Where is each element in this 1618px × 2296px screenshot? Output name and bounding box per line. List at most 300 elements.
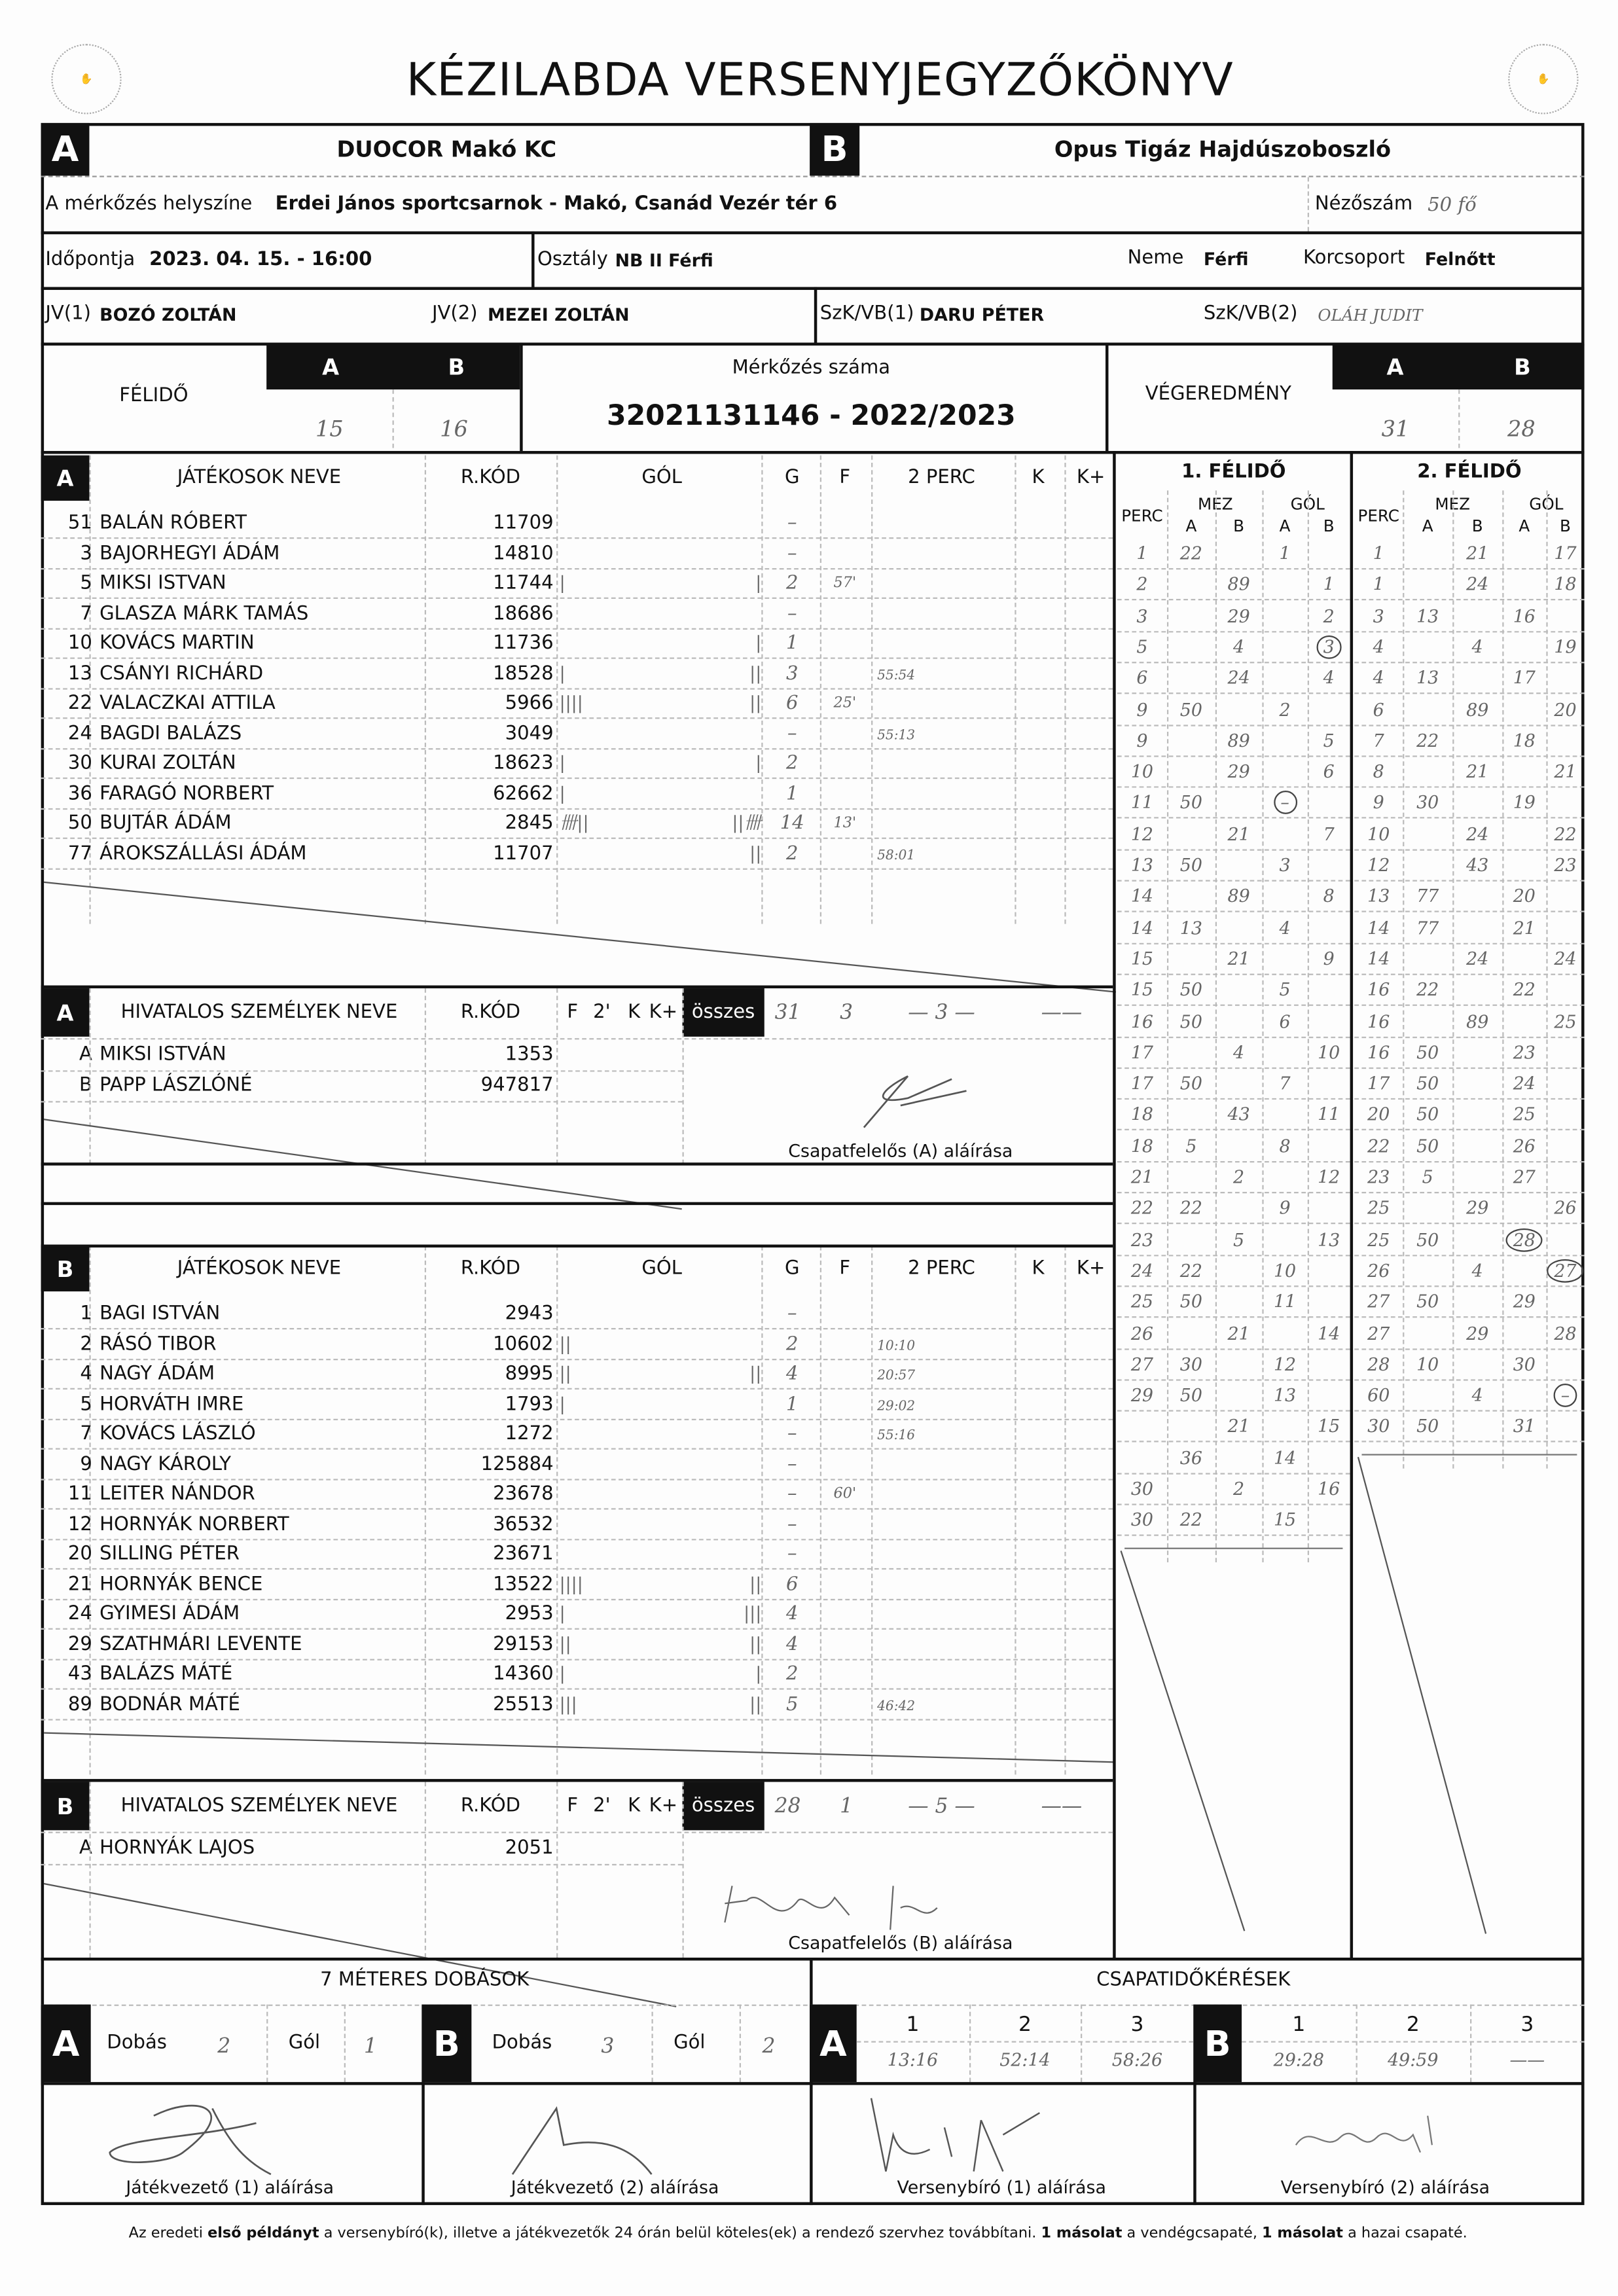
grid-line [1356, 2005, 1357, 2083]
timeout-b-time: 49:59 [1388, 2049, 1439, 2071]
row-divider [41, 1568, 1113, 1570]
spectators-value: 50 fő [1428, 194, 1477, 217]
row-divider [41, 1508, 1113, 1509]
footer-bold: 1 másolat [1262, 2225, 1343, 2242]
player-goals: 2 [786, 1663, 799, 1685]
goal-tally-late: ||| [744, 1603, 762, 1624]
timeline-goal-b [1323, 573, 1335, 596]
player-number: 7 [80, 602, 92, 625]
player-number: 4 [80, 1363, 92, 1386]
grid-line [425, 1782, 426, 1958]
timeline-value: 1 [1136, 543, 1148, 564]
timeline-goal-b [1318, 1415, 1340, 1439]
timeline-value: 50 [1416, 1291, 1439, 1312]
date-label: Időpontja [45, 249, 135, 271]
timeline-value: 2 [1233, 1479, 1245, 1499]
timeline-goal-a [1280, 1134, 1291, 1158]
timeline-minute [1367, 947, 1390, 971]
official-role: B [79, 1073, 92, 1096]
spectators-label: Nézőszám [1314, 193, 1413, 215]
timeout-a-time: 52:14 [999, 2049, 1051, 2071]
goal-tally: || [559, 1633, 571, 1654]
timeline-goal-b [1323, 947, 1335, 971]
timeline-minute [1131, 853, 1153, 877]
player-registration-code: 10602 [493, 1333, 554, 1355]
jv2-label: JV(2) [431, 303, 478, 325]
player-registration-code: 18623 [493, 752, 554, 775]
official-code: 947817 [480, 1073, 554, 1096]
player-goals: 6 [786, 1573, 799, 1596]
timeouts-title: CSAPATIDŐKÉRÉSEK [1096, 1969, 1291, 1992]
goal-tally-late: || [749, 842, 762, 863]
timeline-value: 11 [1318, 1104, 1340, 1125]
timeline-goal-a [1513, 1290, 1536, 1314]
row-divider [1117, 1223, 1350, 1225]
player-number: 12 [67, 1513, 92, 1535]
header-k: K [628, 1001, 641, 1024]
timeline-minute [1131, 760, 1153, 783]
row-divider [1117, 942, 1350, 944]
goal-tally: 卌|| [559, 812, 589, 833]
timeline-goal-a [1274, 1509, 1296, 1532]
row-divider [1354, 600, 1584, 601]
player-name: KURAI ZOLTÁN [99, 752, 236, 775]
player-warning: 60' [833, 1486, 857, 1503]
timeline-jersey-a [1180, 1509, 1202, 1532]
timeline-value: 21 [1227, 1416, 1250, 1437]
timeline-jersey-a [1416, 978, 1439, 1002]
timeline-value: 21 [1466, 761, 1489, 782]
federation-logo-left: ✋ [51, 44, 121, 114]
timeline-minute [1367, 1228, 1390, 1251]
grid-line [1452, 490, 1454, 1468]
timeline-value: 5 [1185, 1136, 1197, 1157]
szk2-value: OLÁH JUDIT [1318, 306, 1423, 325]
match-number-label: Mérkőzés száma [732, 357, 891, 380]
timeout-column-number: 3 [1520, 2013, 1534, 2037]
division-label: Osztály [537, 249, 608, 271]
row-divider [1354, 817, 1584, 819]
row-divider [41, 628, 1113, 629]
timeline-value: 10 [1318, 1042, 1340, 1063]
header-registration-code: R.KÓD [460, 467, 521, 490]
timeline-value: 4 [1373, 668, 1384, 689]
row-divider [1354, 693, 1584, 694]
timeline-value: 3 [1136, 605, 1148, 626]
timeline-value: 26 [1367, 1260, 1390, 1282]
timeline-goal-a [1274, 1290, 1296, 1314]
timeline-minute [1131, 1477, 1153, 1501]
row-divider [1354, 787, 1584, 788]
grid-line [1546, 490, 1547, 1468]
row-divider [1117, 1410, 1350, 1412]
timeline-value: 22 [1513, 980, 1536, 1001]
row-divider [1117, 1130, 1350, 1131]
footer-text: a hazai csapaté. [1342, 2225, 1467, 2242]
timeline-goal-b [1554, 1384, 1577, 1407]
timeline-value: 50 [1179, 855, 1202, 876]
row-divider [1354, 724, 1584, 725]
row-divider [1117, 600, 1350, 601]
timeline-value: 30 [1367, 1416, 1390, 1437]
timeline-value: 15 [1318, 1416, 1340, 1437]
row-divider [1117, 1192, 1350, 1193]
row-divider [41, 1538, 1113, 1539]
timeline-value: 23 [1130, 1229, 1154, 1250]
final-score-a: 31 [1381, 416, 1410, 442]
timeline-value: 12 [1130, 823, 1154, 845]
goal-tally-late: | [755, 752, 762, 774]
timeline-value: 29 [1130, 1385, 1154, 1406]
row-divider [41, 808, 1113, 809]
timeline-goal-b [1554, 573, 1576, 596]
player-goals: 2 [786, 842, 799, 865]
timeline-value: 6 [1323, 761, 1335, 782]
timeline-value: 50 [1179, 699, 1202, 720]
timeline-goal-a [1274, 1446, 1296, 1470]
timeline-value: 26 [1554, 1198, 1577, 1219]
timeline-value: 31 [1513, 1416, 1536, 1437]
official-name: PAPP LÁSZLÓNÉ [99, 1073, 253, 1096]
header-f: F [839, 1257, 851, 1280]
player-name: BODNÁR MÁTÉ [99, 1693, 240, 1715]
timeline-minute [1131, 1166, 1153, 1189]
timeline-goal-a [1513, 666, 1536, 690]
official-role: A [79, 1837, 92, 1860]
timeout-a-time: 13:16 [887, 2049, 939, 2071]
timeline-goal-b [1318, 1166, 1340, 1189]
timeline-goal-a [1513, 1166, 1536, 1189]
timeline-jersey-a [1416, 1134, 1439, 1158]
timeline-value: 5 [1422, 1166, 1433, 1188]
player-name: KOVÁCS MARTIN [99, 632, 255, 655]
player-name: HORNYÁK NORBERT [99, 1513, 289, 1535]
row-divider [1242, 2041, 1584, 2043]
player-name: MIKSI ISTVAN [99, 572, 226, 595]
timeline-jersey-b [1466, 823, 1488, 846]
timeline-goal-b [1323, 823, 1335, 846]
player-registration-code: 29153 [493, 1633, 554, 1656]
player-number: 36 [67, 782, 92, 805]
timeline-value: 19 [1554, 636, 1577, 658]
goal-tally: | [559, 1393, 566, 1414]
timeline-jersey-a [1180, 853, 1202, 877]
row-divider [1117, 1254, 1350, 1255]
timeline-value: 29 [1227, 761, 1250, 782]
timeline-value: 4 [1471, 1385, 1483, 1406]
timeline-value: 21 [1227, 948, 1250, 969]
timeline-value: 25 [1130, 1291, 1154, 1312]
timeline-value: 18 [1130, 1104, 1154, 1125]
seven-meter-b-goals: 2 [762, 2035, 776, 2059]
timeline-value: 14 [1130, 886, 1154, 907]
grid-line [89, 1782, 90, 1958]
team-b-signature [717, 1871, 1010, 1937]
goal-tally: |||| [559, 692, 583, 713]
timeline-value: 5 [1233, 1229, 1245, 1250]
timeline-goal-a [1280, 978, 1291, 1002]
player-goals: – [787, 602, 797, 625]
grid-line [556, 1782, 558, 1958]
timeline-jersey-a [1416, 666, 1439, 690]
age-group-value: Felnőtt [1424, 249, 1496, 270]
timeline-value: 16 [1318, 1479, 1340, 1499]
goal-tally: | [559, 572, 566, 594]
footer-text: Az eredeti [128, 2225, 208, 2242]
header-two-minutes: 2 PERC [908, 1257, 975, 1280]
gender-label: Neme [1127, 247, 1184, 270]
team-b-signature-caption: Csapatfelelős (B) aláírása [788, 1932, 1013, 1954]
player-name: LEITER NÁNDOR [99, 1483, 255, 1505]
timeline-jersey-a [1416, 1290, 1439, 1314]
row-divider [1117, 1285, 1350, 1287]
timeline-value: 13 [1273, 1385, 1297, 1406]
footer-note [129, 2223, 1467, 2246]
header-team: A [1279, 516, 1291, 536]
timeline-minute [1367, 1103, 1390, 1126]
total-label: összes [682, 988, 764, 1037]
timeline-value: 3 [1373, 605, 1384, 626]
player-name: NAGY ÁDÁM [99, 1363, 215, 1386]
header-team: B [1471, 516, 1483, 536]
timeline-value: 4 [1233, 1042, 1245, 1063]
player-suspension: 46:42 [877, 1699, 916, 1714]
goal-tally: | [559, 1603, 566, 1624]
timeline-value: 25 [1554, 1011, 1577, 1032]
player-goals: – [787, 1453, 797, 1475]
halftime-a-header: A [322, 353, 340, 380]
goal-tally-late: || [749, 1573, 762, 1594]
timeline-minute [1131, 916, 1153, 940]
timeline-value: 50 [1179, 1073, 1202, 1094]
goal-tally-late: | [755, 1663, 762, 1684]
timeline-value: 18 [1513, 730, 1536, 751]
row-divider [1354, 662, 1584, 663]
player-number: 2 [80, 1333, 92, 1355]
timeline-goal-a [1274, 1353, 1296, 1376]
row-divider [1117, 568, 1350, 569]
timeline-minute [1131, 1259, 1153, 1283]
header-f: F [567, 1001, 579, 1024]
player-name: FARAGÓ NORBERT [99, 782, 274, 805]
timeline-value: 2 [1233, 1166, 1245, 1188]
player-goals: – [787, 1513, 797, 1535]
header-team: B [1560, 516, 1571, 536]
player-name: BUJTÁR ÁDÁM [99, 812, 232, 835]
timeline-jersey-a [1416, 1072, 1439, 1096]
timeline-value: 24 [1466, 574, 1489, 595]
player-number: 24 [67, 1603, 92, 1626]
timeline-jersey-b [1466, 573, 1488, 596]
player-goals: – [787, 542, 797, 565]
row-divider [41, 1478, 1113, 1479]
timeline-minute [1367, 1290, 1390, 1314]
player-registration-code: 2943 [505, 1303, 554, 1325]
row-divider [1117, 1067, 1350, 1068]
header-minute: PERC [1121, 507, 1163, 526]
timeline-jersey-b [1227, 573, 1249, 596]
player-number: 24 [67, 723, 92, 745]
timeline-value: 14 [1130, 917, 1154, 939]
timeline-minute [1373, 636, 1384, 659]
timeline-minute [1367, 1196, 1390, 1220]
timeline-minute [1131, 1384, 1153, 1407]
player-registration-code: 1793 [505, 1393, 554, 1416]
timeline-jersey-a [1180, 916, 1202, 940]
grid-line [89, 988, 90, 1164]
timeline-minute [1373, 666, 1384, 690]
player-goals: 14 [780, 812, 804, 835]
timeline-value: 17 [1130, 1042, 1154, 1063]
timeline-value: 21 [1227, 823, 1250, 845]
player-name: SILLING PÉTER [99, 1543, 240, 1566]
seven-meter-a-goals: 1 [364, 2035, 377, 2059]
timeline-jersey-a [1416, 885, 1439, 908]
grid-line [682, 988, 683, 1164]
timeline-value: 27 [1547, 1259, 1584, 1283]
timeline-minute [1131, 978, 1153, 1002]
header-goals: GÓL [641, 1257, 682, 1280]
timeline-value: 50 [1416, 1104, 1439, 1125]
timeline-goal-a [1513, 885, 1536, 908]
timeline-value: 10 [1367, 823, 1390, 845]
timeline-jersey-b [1466, 542, 1488, 565]
row-divider [41, 1100, 683, 1102]
grid-line [556, 988, 558, 1164]
half-title: 2. FÉLIDŐ [1417, 461, 1522, 484]
timeline-minute [1131, 1072, 1153, 1096]
seven-meter-a-badge: A [41, 2005, 91, 2083]
header-goals: GÓL [641, 467, 682, 490]
timeline-value: 25 [1513, 1104, 1536, 1125]
header-official-code: R.KÓD [460, 1001, 521, 1024]
timeline-value: 22 [1416, 730, 1439, 751]
header-k: K [1032, 467, 1045, 490]
szk1-label: SzK/VB(1) [819, 303, 914, 325]
header-team: A [1422, 516, 1433, 536]
halftime-header [266, 344, 520, 389]
player-goals: – [787, 512, 797, 535]
player-registration-code: 2953 [505, 1603, 554, 1626]
header-official-name: HIVATALOS SZEMÉLYEK NEVE [120, 1001, 398, 1024]
player-registration-code: 1272 [505, 1423, 554, 1446]
timeline-value: 8 [1323, 886, 1335, 907]
timeline-value: 22 [1416, 980, 1439, 1001]
timeline-value: 11 [1273, 1291, 1297, 1312]
row-divider [41, 1832, 1113, 1833]
timeline-value: 24 [1554, 948, 1577, 969]
timeline-value: 4 [1279, 917, 1291, 939]
timeline-minute [1136, 698, 1147, 721]
division-value: NB II Férfi [615, 250, 713, 271]
row-divider [1354, 568, 1584, 569]
row-divider [41, 1358, 1113, 1359]
timeline-goal-a [1513, 604, 1536, 628]
timeline-jersey-b [1466, 1321, 1488, 1345]
header-team: B [1233, 516, 1245, 536]
timeline-value: 20 [1367, 1104, 1390, 1125]
timeline-value: 60 [1367, 1385, 1390, 1406]
timeline-goal-a [1280, 916, 1291, 940]
timeline-value: 50 [1179, 1385, 1202, 1406]
timeline-minute [1367, 1353, 1390, 1376]
player-number: 13 [67, 662, 92, 685]
timeline-goal-a [1280, 1009, 1291, 1033]
team-badge: B [41, 1782, 90, 1831]
row-divider [1117, 693, 1350, 694]
timeline-goal-a [1274, 1259, 1296, 1283]
timeline-value: 22 [1179, 543, 1202, 564]
header-team: A [1519, 516, 1530, 536]
player-number: 77 [67, 842, 92, 865]
player-name: SZATHMÁRI LEVENTE [99, 1633, 302, 1656]
timeout-column-number: 1 [906, 2013, 920, 2037]
team-a-signature [850, 1062, 981, 1135]
timeline-value: 16 [1367, 980, 1390, 1001]
row-divider [1354, 849, 1584, 850]
szk2-label: SzK/VB(2) [1203, 303, 1298, 325]
timeline-jersey-b [1227, 885, 1249, 908]
row-divider [1117, 1317, 1350, 1318]
row-divider [1354, 1410, 1584, 1412]
row-divider [1117, 1441, 1350, 1443]
header-minute: PERC [1357, 507, 1399, 526]
timeline-value: 27 [1130, 1354, 1154, 1375]
timeline-minute [1131, 1509, 1153, 1532]
timeline-jersey-a [1416, 916, 1439, 940]
timeline-value: 23 [1513, 1042, 1536, 1063]
final-a-header: A [1386, 353, 1404, 380]
timeline-minute [1131, 791, 1153, 815]
player-suspension: 55:54 [877, 668, 916, 683]
timeline-value: 1 [1373, 574, 1384, 595]
timeline-goal-a [1513, 1103, 1536, 1126]
timeline-value: 24 [1513, 1073, 1536, 1094]
timeline-jersey-a [1416, 604, 1439, 628]
timeline-jersey-b [1466, 1196, 1488, 1220]
player-registration-code: 36532 [493, 1513, 554, 1535]
timeline-value: 15 [1273, 1510, 1297, 1531]
row-divider [41, 537, 1113, 539]
header-player-name: JÁTÉKOSOK NEVE [177, 467, 342, 490]
player-name: GYIMESI ÁDÁM [99, 1603, 240, 1626]
timeline-value: 7 [1373, 730, 1384, 751]
row-divider [41, 1659, 1113, 1660]
total-disqualifications: —— [1041, 1795, 1083, 1819]
player-goals: 6 [786, 692, 799, 715]
timeline-jersey-a [1180, 698, 1202, 721]
header-k-plus: K+ [649, 1795, 678, 1818]
timeline-minute [1373, 573, 1384, 596]
timeline-jersey-a [1416, 1415, 1439, 1439]
timeline-value: 14 [1367, 917, 1390, 939]
row-divider [1354, 942, 1584, 944]
timeline-value: 28 [1554, 1323, 1577, 1344]
player-number: 21 [67, 1573, 92, 1596]
timeline-value: 50 [1416, 1042, 1439, 1063]
row-divider [41, 657, 1113, 658]
timeline-jersey-b [1227, 1321, 1249, 1345]
timeline-goal-a [1513, 916, 1536, 940]
timeline-value: 17 [1513, 668, 1536, 689]
timeline-minute [1131, 1290, 1153, 1314]
halftime-b-header: B [448, 353, 465, 380]
row-divider [1354, 1005, 1584, 1006]
player-registration-code: 13522 [493, 1573, 554, 1596]
team-b-name: Opus Tigáz Hajdúszoboszló [1054, 136, 1392, 163]
row-divider [41, 1598, 1113, 1600]
timeline-minute [1136, 604, 1147, 628]
